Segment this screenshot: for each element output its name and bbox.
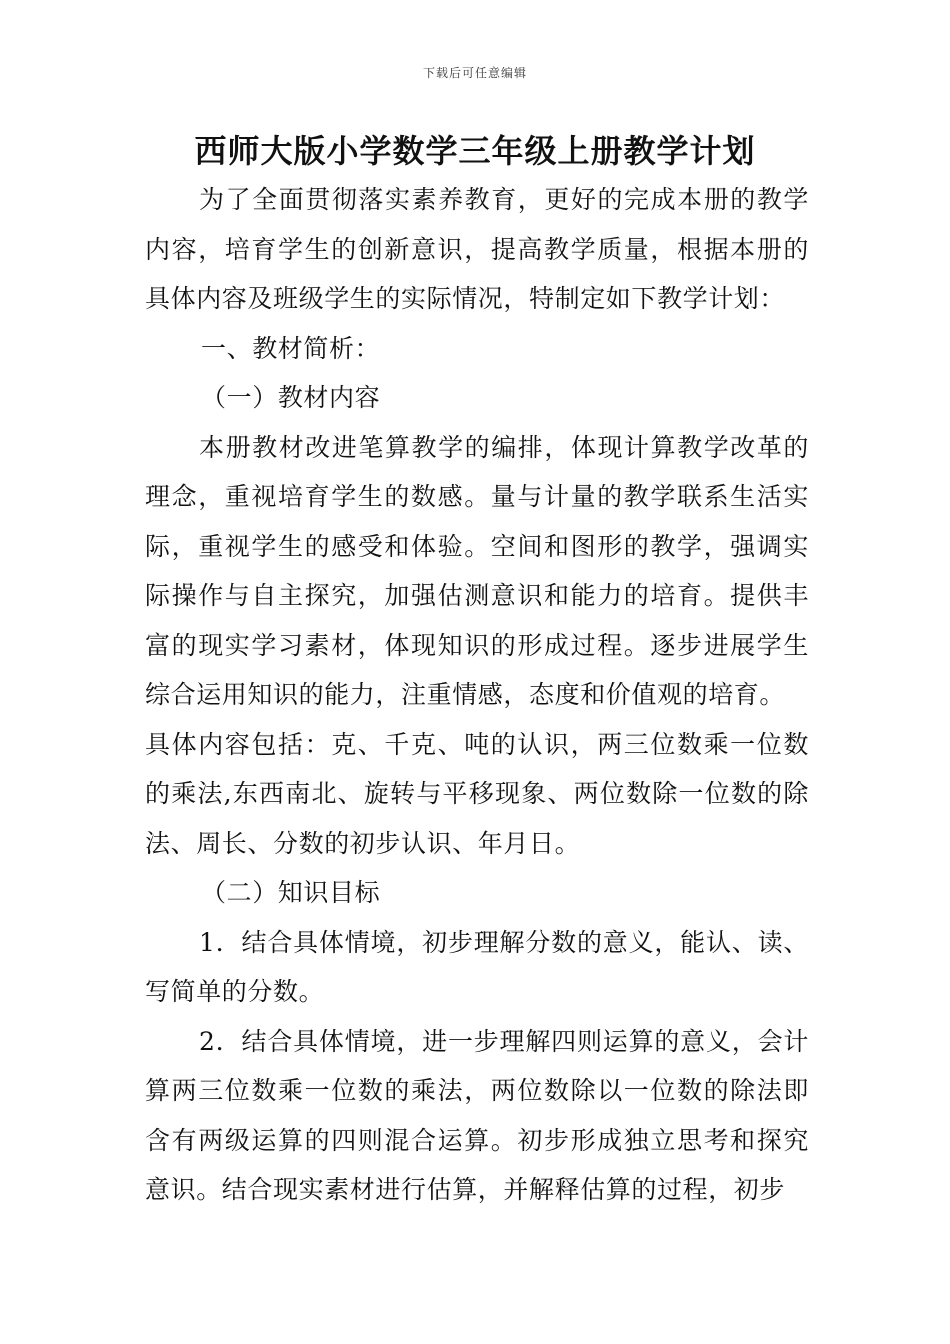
header-note: 下载后可任意编辑 [422, 66, 527, 80]
subsection-heading-1: （一）教材内容 [201, 383, 381, 412]
goal-paragraph-1: 1．结合具体情境，初步理解分数的意义，能认、读、写简单的分数。 [145, 927, 809, 1006]
section-heading-1: 一、教材简析： [201, 333, 381, 363]
subsection-heading-2: （二）知识目标 [201, 878, 381, 907]
goal-paragraph-2: 2．结合具体情境，进一步理解四则运算的意义，会计算两三位数乘一位数的乘法，两位数除以一位数的除法即含有两级运算的四则混合运算。初步形成独立思考和探究意识。结合现实素材进行估算，并解释估算的过程，初步 [145, 1026, 809, 1204]
document-body [145, 175, 809, 1215]
page-title: 西师大版小学数学三年级上册教学计划 [194, 132, 756, 170]
intro-paragraph: 为了全面贯彻落实素养教育，更好的完成本册的教学内容，培育学生的创新意识，提高教学质量，根据本册的具体内容及班级学生的实际情况，特制定如下教学计划： [145, 185, 809, 313]
content-list-paragraph: 具体内容包括：克、千克、吨的认识，两三位数乘一位数的乘法,东西南北、旋转与平移现象、两位数除一位数的除法、周长、分数的初步认识、年月日。 [145, 729, 809, 858]
content-paragraph: 本册教材改进笔算教学的编排，体现计算教学改革的理念，重视培育学生的数感。量与计量的教学联系生活实际，重视学生的感受和体验。空间和图形的教学，强调实际操作与自主探究，加强估测意识和能力的培育。提供丰富的现实学习素材，体现知识的形成过程。逐步进展学生综合运用知识的能力，注重情感，态度和价值观的培育。 [145, 432, 809, 709]
